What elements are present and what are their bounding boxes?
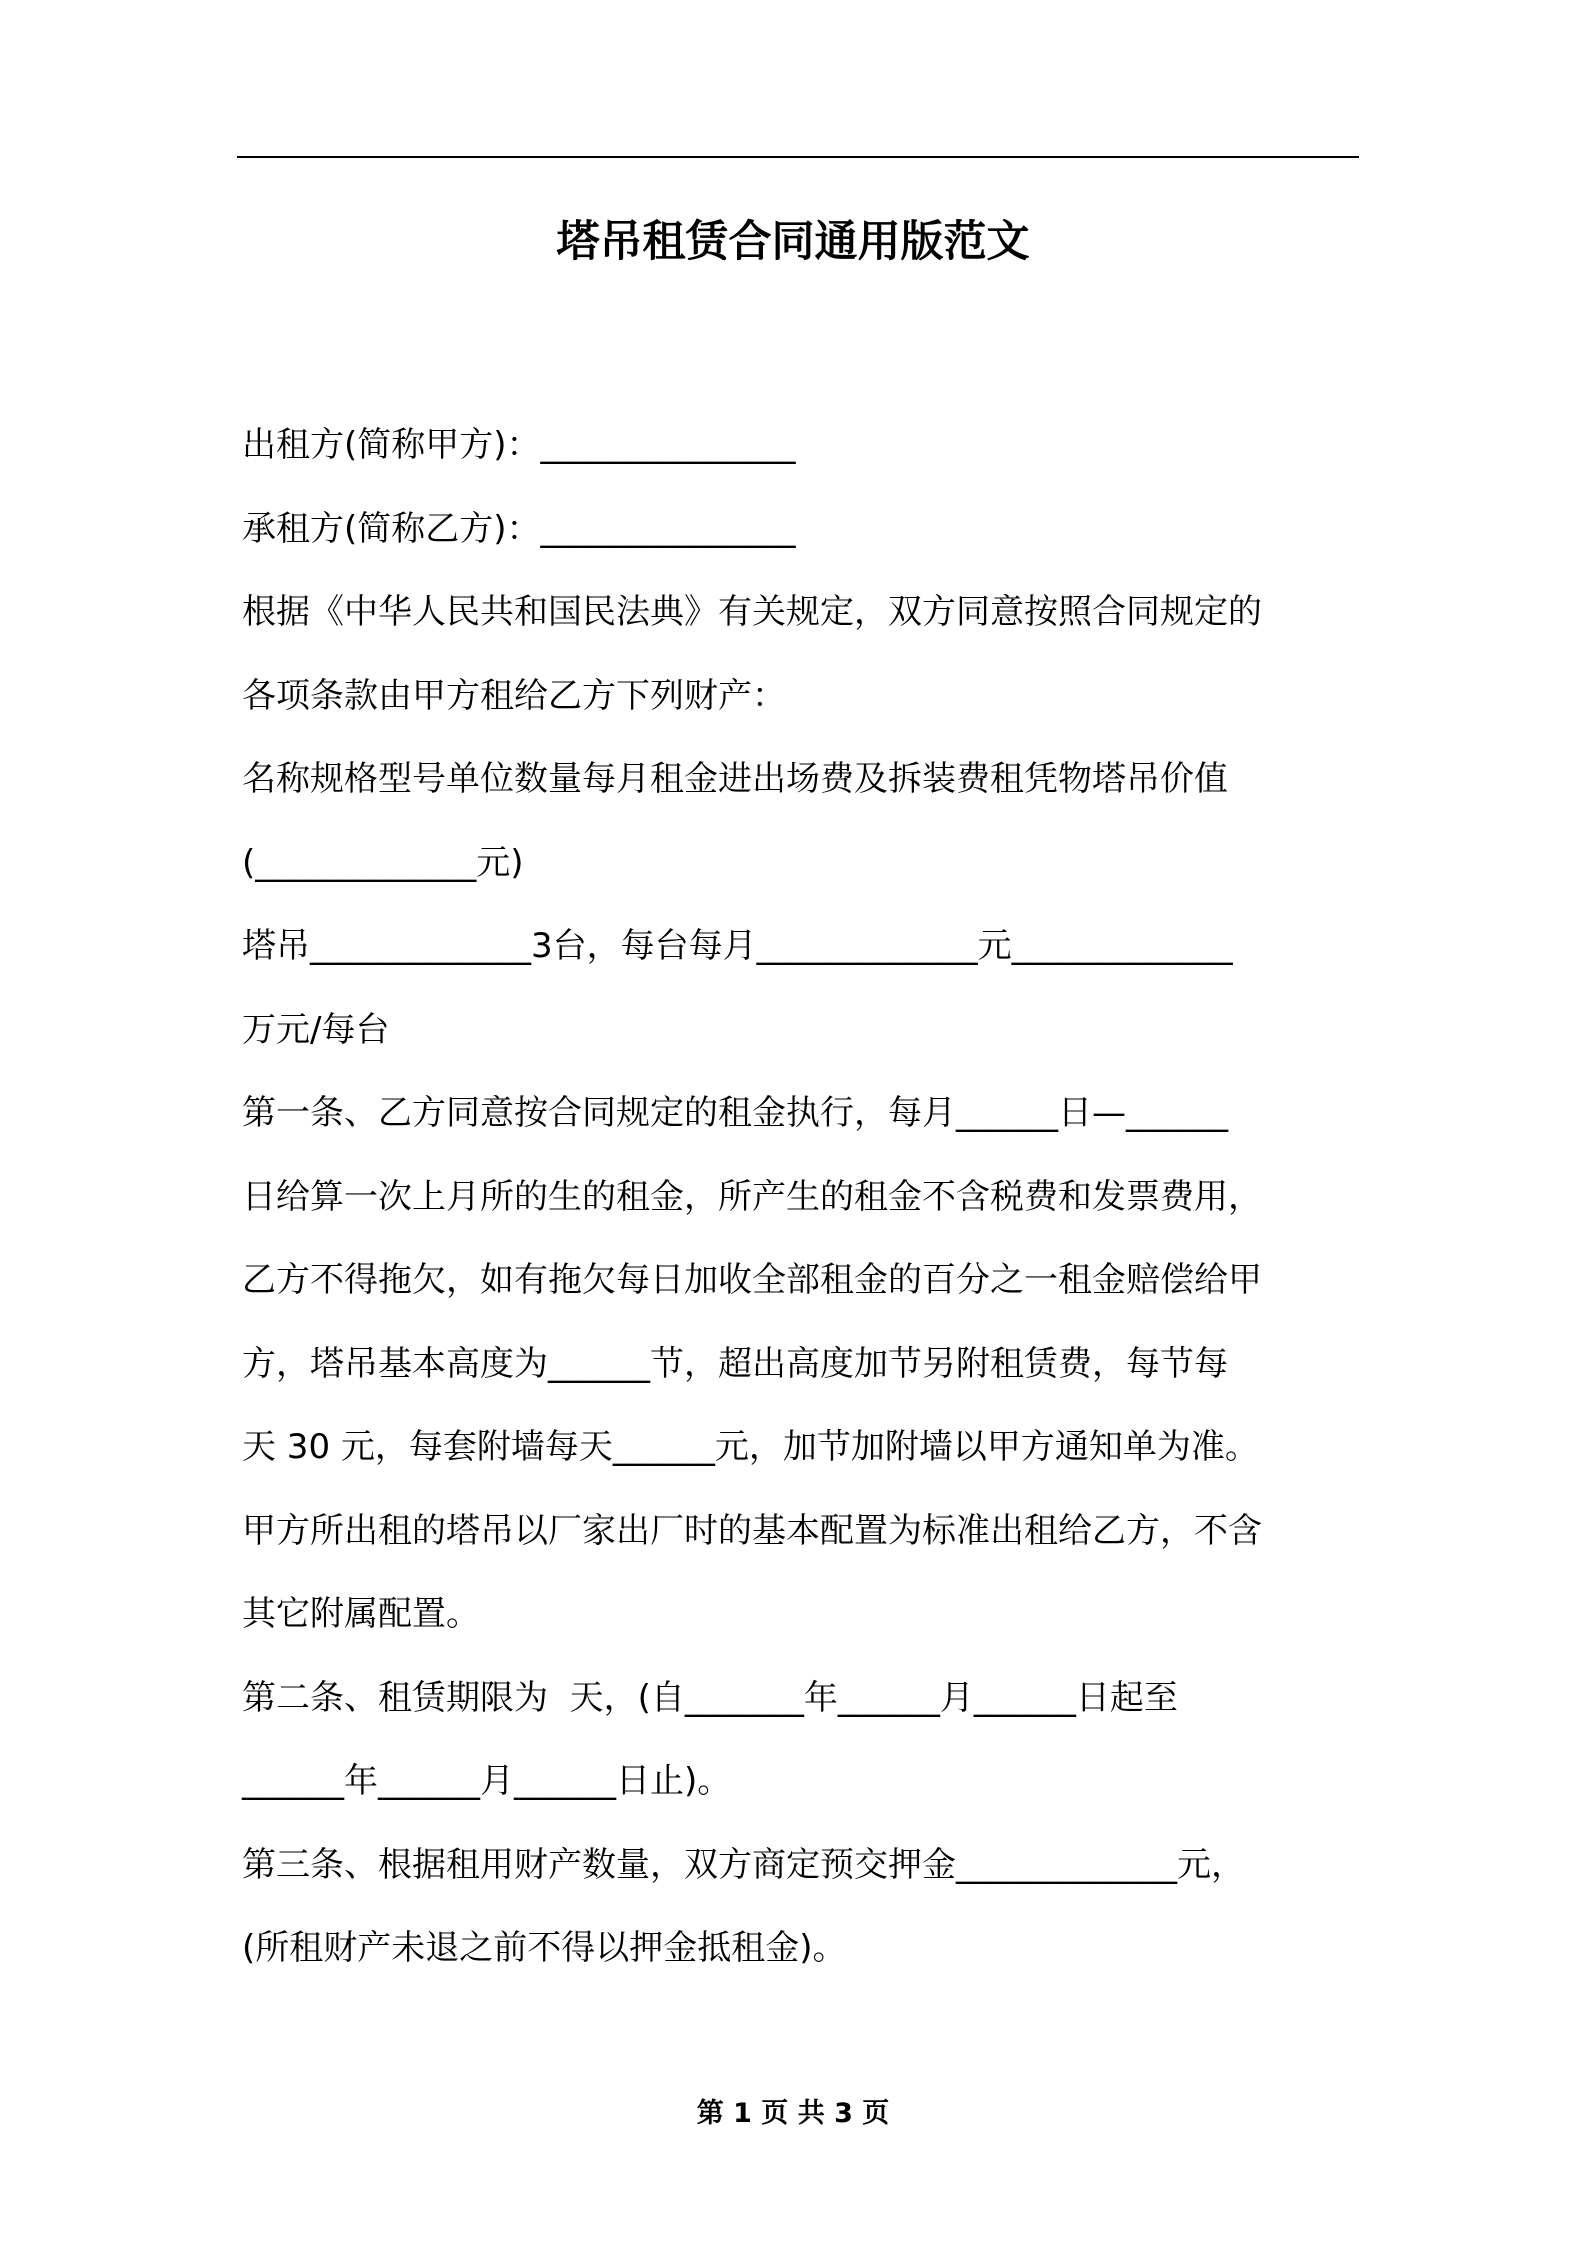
property-value-line: (_____________元) (242, 842, 524, 883)
header-rule (237, 156, 1359, 158)
article-3-line: 第三条、根据租用财产数量，双方商定预交押金_____________元， (242, 1844, 1245, 1885)
article-1-line: 方，塔吊基本高度为______节，超出高度加节另附租赁费，每节每 (242, 1343, 1228, 1384)
article-1-line: 日给算一次上月所的生的租金，所产生的租金不含税费和发票费用， (242, 1176, 1262, 1217)
paragraph-line: 根据《中华人民共和国民法典》有关规定，双方同意按照合同规定的 (242, 592, 1262, 632)
article-1-line: 第一条、乙方同意按合同规定的租金执行，每月______日—______ (242, 1093, 1228, 1133)
article-1-line: 其它附属配置。 (242, 1594, 480, 1634)
page-number: 第 1 页 共 3 页 (696, 2098, 890, 2129)
article-1-line: 乙方不得拖欠，如有拖欠每日加收全部租金的百分之一租金赔偿给甲 (242, 1260, 1262, 1300)
lessee-line: 承租方(简称乙方)：_______________ (242, 508, 796, 549)
paragraph-line: 各项条款由甲方租给乙方下列财产： (242, 675, 786, 716)
tower-crane-unit-line: 万元/每台 (242, 1009, 390, 1050)
document-title: 塔吊租赁合同通用版范文 (556, 217, 1030, 267)
tower-crane-line: 塔吊_____________3台，每台每月_____________元_____________ (242, 926, 1233, 966)
article-2-line: 第二条、租赁期限为 天，(自_______年______月______日起至 (242, 1677, 1178, 1718)
article-2-line: ______年______月______日止)。 (242, 1761, 732, 1801)
article-1-line: 甲方所出租的塔吊以厂家出厂时的基本配置为标准出租给乙方，不含 (242, 1510, 1262, 1551)
lessor-line: 出租方(简称甲方)：_______________ (242, 425, 796, 465)
article-1-line: 天 30 元，每套附墙每天______元，加节加附墙以甲方通知单为准。 (242, 1427, 1259, 1467)
article-3-line: (所租财产未退之前不得以押金抵租金)。 (242, 1928, 847, 1968)
document-body (242, 404, 1362, 1991)
property-header-line: 名称规格型号单位数量每月租金进出场费及拆装费租凭物塔吊价值 (242, 759, 1228, 799)
